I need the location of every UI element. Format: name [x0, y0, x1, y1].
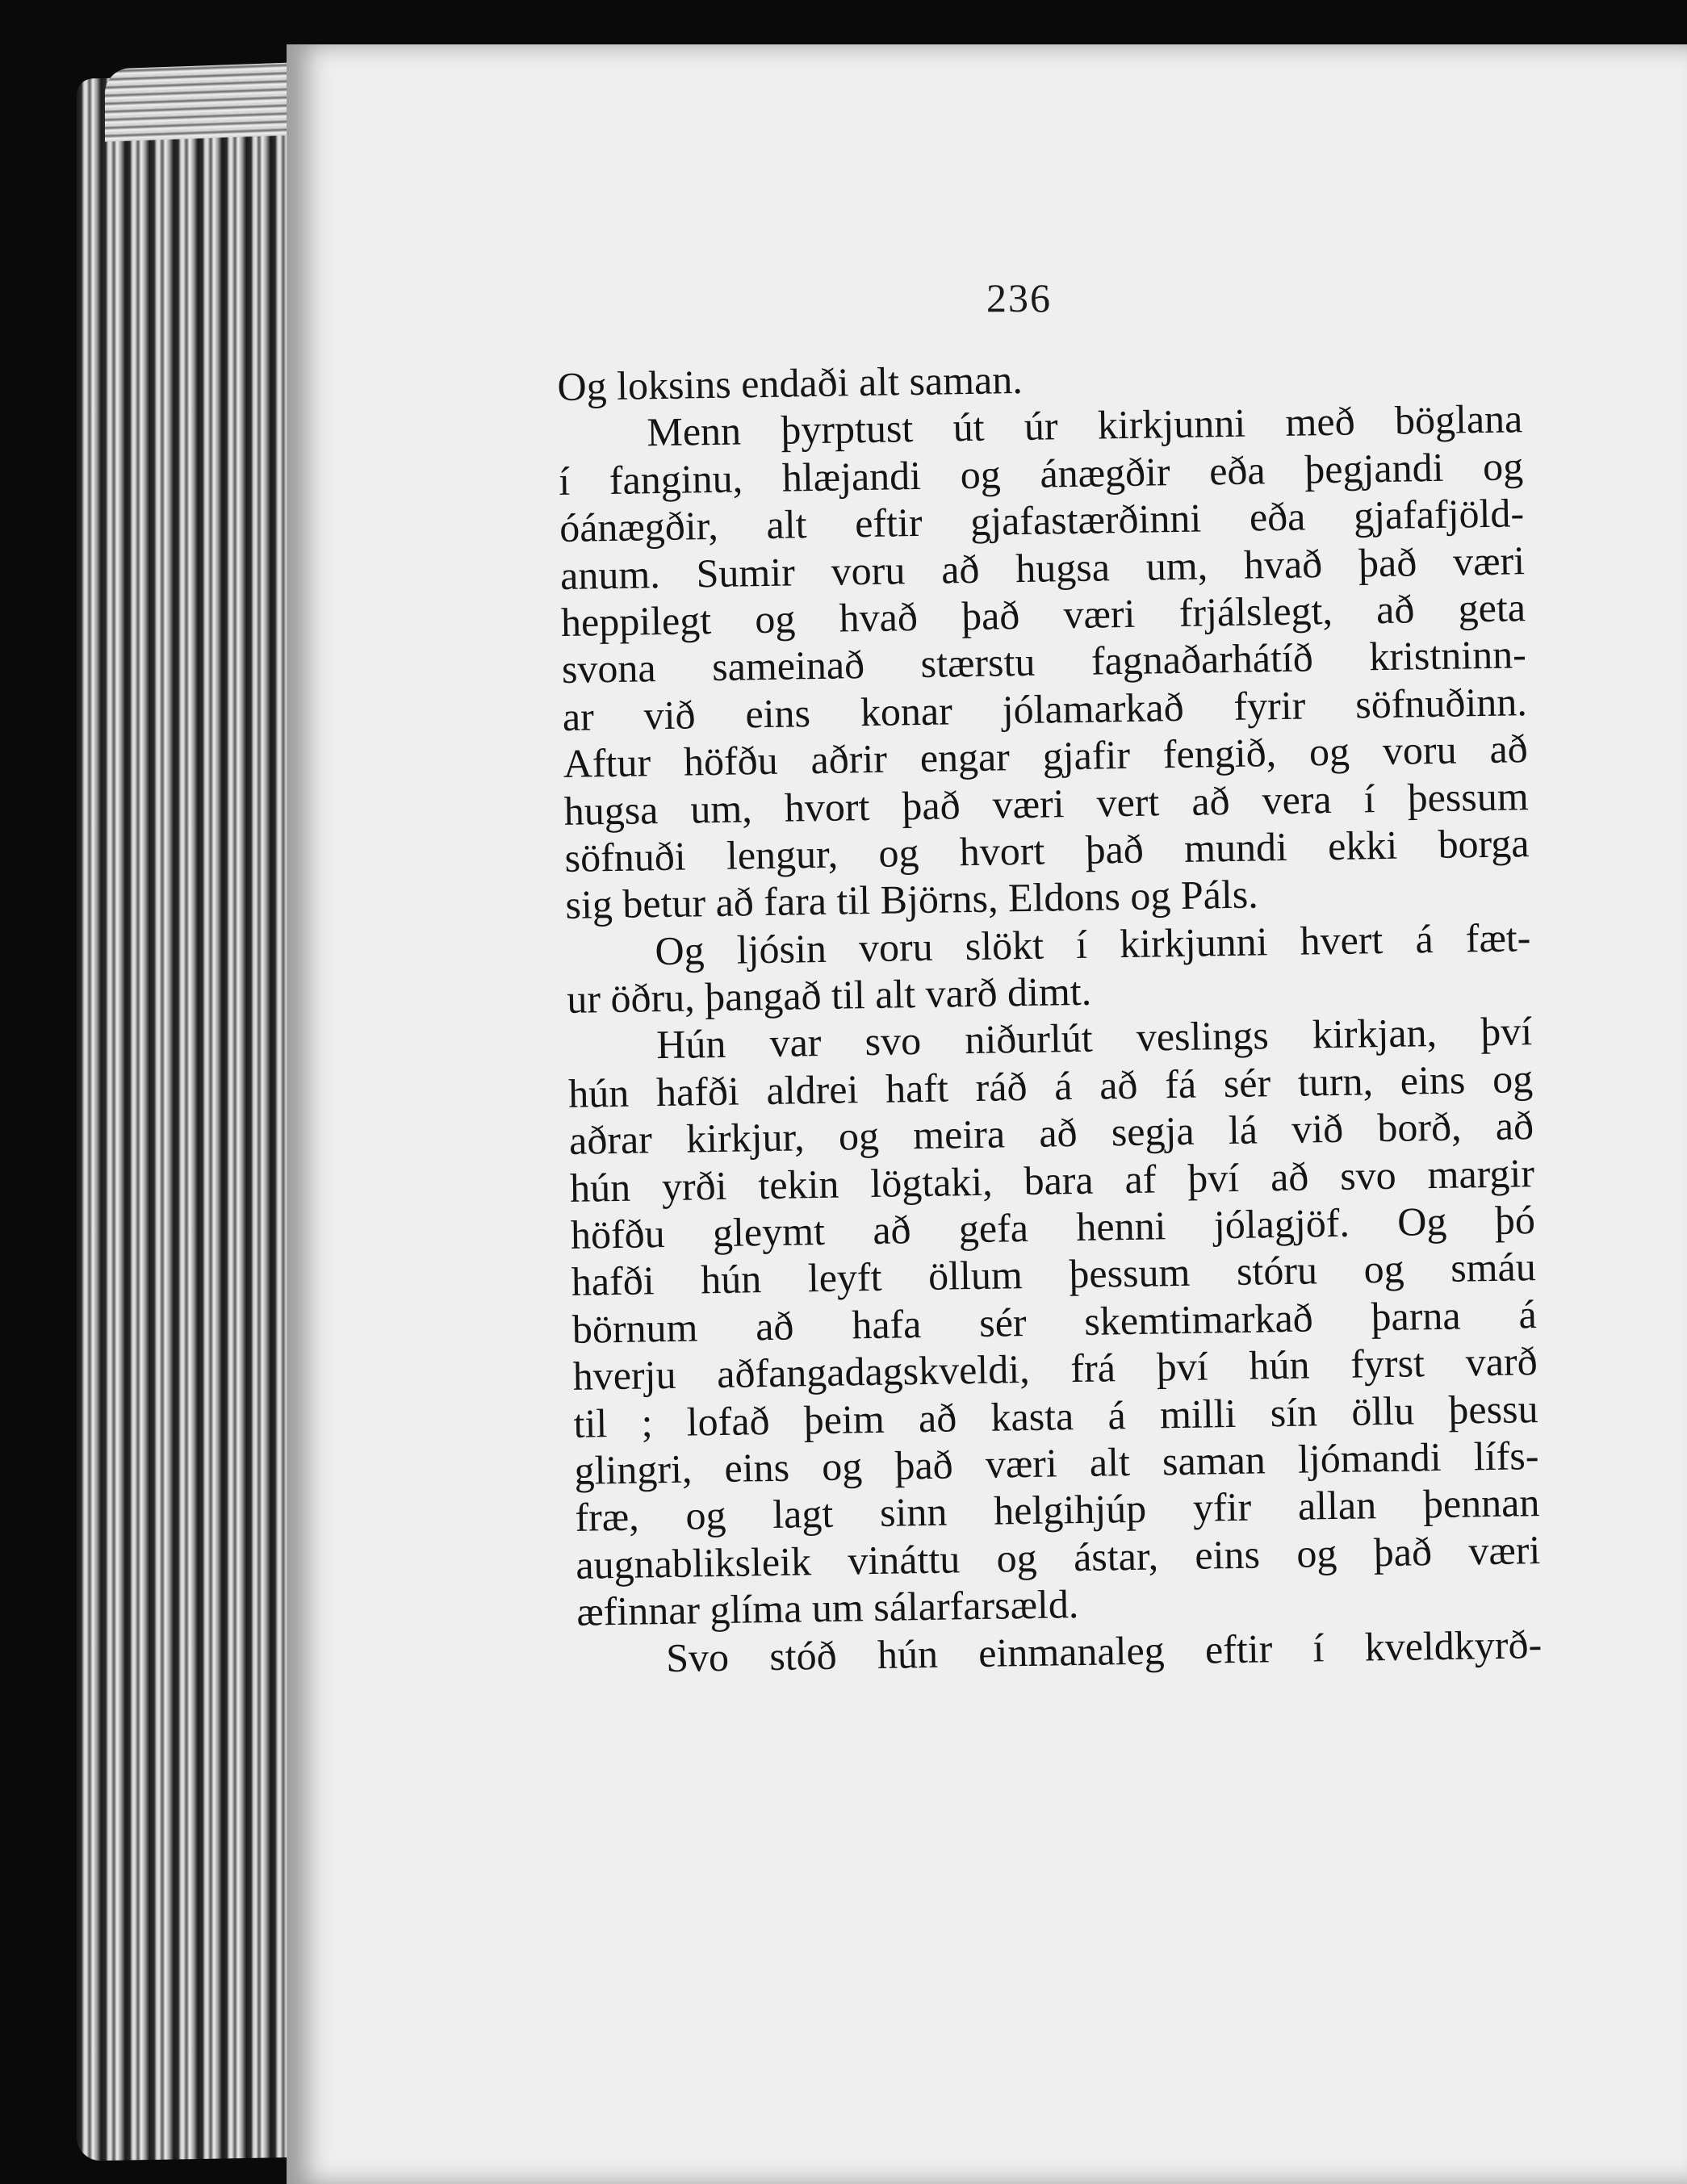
text-line: Og loksins endaði alt saman. [557, 356, 1024, 409]
text-line: hún hafði aldrei haft ráð á að fá sér turn, eins og [567, 1055, 1534, 1116]
text-line: ur öðru, þangað til alt varð dimt. [566, 968, 1092, 1022]
text-line: höfðu gleymt að gefa henni jólagjöf. Og þó [570, 1197, 1536, 1257]
text-line: Og ljósin voru slökt í kirkjunni hvert á fæt- [655, 914, 1531, 973]
text-line: Hún var svo niðurlút veslings kirkjan, því [655, 1008, 1533, 1068]
text-line: hugsa um, hvort það væri vert að vera í þessum [563, 772, 1530, 834]
text-line: Svo stóð hún einmanaleg eftir í kveldkyrð- [665, 1621, 1543, 1680]
book-page-edges [77, 74, 319, 2161]
text-line: söfnuði lengur, og hvort það mundi ekki borga [564, 820, 1530, 881]
text-line: í fanginu, hlæjandi og ánægðir eða þegjandi og [558, 442, 1524, 504]
text-line: óánægðir, alt eftir gjafastærðinni eða gjafafjöld- [559, 490, 1525, 551]
text-line: Aftur höfðu aðrir engar gjafir fengið, og voru að [563, 726, 1529, 787]
body-text [557, 348, 1543, 1683]
text-line: Menn þyrptust út úr kirkjunni með böglana [646, 395, 1523, 455]
text-line: sig betur að fara til Björns, Eldons og Páls. [565, 871, 1259, 928]
text-line: hafði hún leyft öllum þessum stóru og smáu [571, 1244, 1537, 1305]
text-line: glingri, eins og það væri alt saman ljómandi lífs- [574, 1433, 1539, 1493]
text-line: svona sameinað stærstu fagnaðarhátíð kristninn- [561, 631, 1527, 692]
text-line: heppilegt og hvað það væri frjálslegt, að geta [560, 584, 1526, 645]
text-line: til ; lofað þeim að kasta á milli sín öllu þessu [573, 1385, 1538, 1446]
text-line: anum. Sumir voru að hugsa um, hvað það væri [559, 537, 1526, 598]
text-line: hverju aðfangadagskveldi, frá því hún fyrst varð [572, 1338, 1538, 1400]
text-line: æfinnar glíma um sálarfarsæld. [576, 1581, 1079, 1634]
text-line: aðrar kirkjur, og meira að segja lá við borð, að [568, 1102, 1534, 1164]
text-line: börnum að hafa sér skemtimarkað þarna á [571, 1291, 1538, 1352]
text-line: hún yrði tekin lögtaki, bara af því að svo margir [569, 1149, 1535, 1211]
text-line: ar við eins konar jólamarkað fyrir söfnuðinn. [562, 678, 1528, 739]
text-line: fræ, og lagt sinn helgihjúp yfir allan þennan [575, 1479, 1540, 1541]
text-line: augnabliksleik vináttu og ástar, eins og það væri [575, 1526, 1541, 1588]
page-number: 236 [986, 275, 1052, 320]
